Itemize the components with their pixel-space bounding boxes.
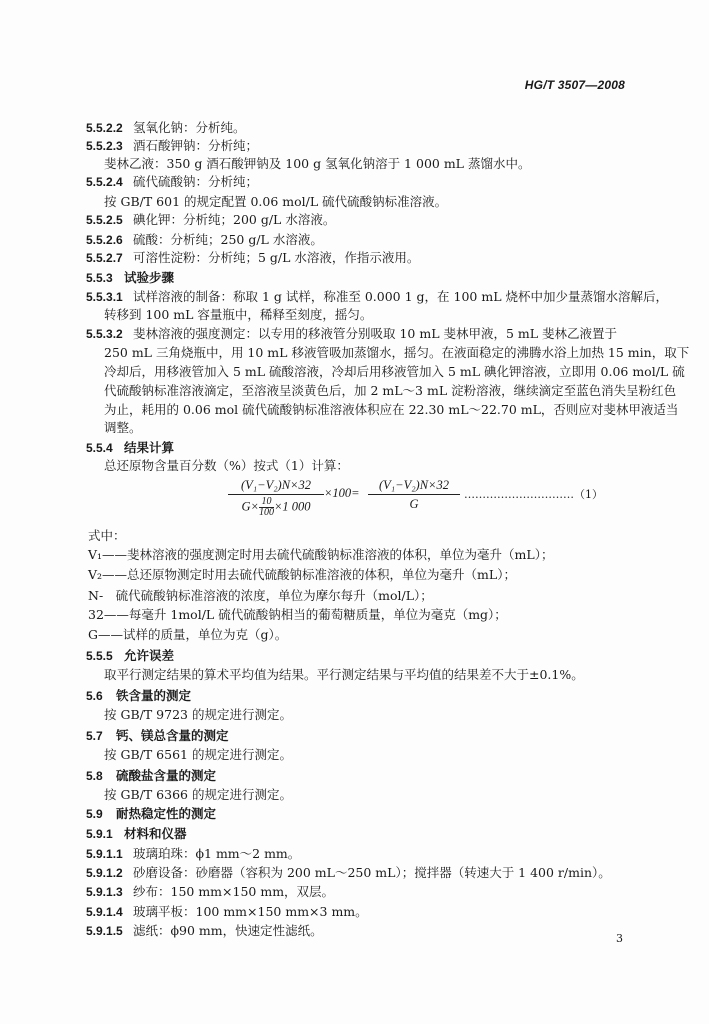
formula-denominator-right: ×1 000 <box>273 499 311 514</box>
text-line <box>86 232 323 248</box>
text-line <box>86 846 300 862</box>
clause-number: 5.5.5 <box>86 649 113 663</box>
formula-numerator-2: (V₁−V₂)N×32 <box>368 478 460 495</box>
text-line <box>104 194 447 210</box>
clause-number: 5.5.3.1 <box>86 290 123 304</box>
text-line <box>104 307 372 323</box>
text-line <box>86 250 419 266</box>
text-line <box>104 402 678 418</box>
clause-number: 5.5.2.2 <box>86 121 123 135</box>
text-line <box>104 707 292 723</box>
equation-number: …………………………（1） <box>464 488 603 501</box>
formula-fraction-2 <box>368 478 460 512</box>
text-line <box>104 364 685 380</box>
text-line <box>86 826 187 842</box>
line-text: 硫酸盐含量的测定 <box>116 768 217 783</box>
clause-number: 5.9 <box>86 807 103 821</box>
clause-number: 5.7 <box>86 729 103 743</box>
line-text: 试验步骤 <box>124 270 175 285</box>
line-text: 滤纸：ϕ90 mm，快速定性滤纸。 <box>133 923 323 938</box>
where-line: V₂——总还原物测定时用去硫代硫酸钠标准溶液的体积，单位为毫升（mL）； <box>88 567 516 582</box>
text-line <box>86 174 258 190</box>
clause-number: 5.5.2.4 <box>86 175 123 189</box>
text-line <box>104 345 689 361</box>
line-text: 耐热稳定性的测定 <box>116 806 217 821</box>
formula-denominator-1 <box>228 495 324 518</box>
text-line <box>104 383 676 399</box>
clause-number: 5.9.1.4 <box>86 905 123 919</box>
clause-number: 5.9.1.1 <box>86 847 123 861</box>
line-text: 硫酸：分析纯；250 g/L 水溶液。 <box>133 232 323 247</box>
formula-fraction-1 <box>228 478 324 518</box>
line-text: 转移到 100 mL 容量瓶中，稀释至刻度，摇匀。 <box>104 307 373 322</box>
clause-number: 5.9.1.3 <box>86 885 123 899</box>
where-line: V₁——斐林溶液的强度测定时用去硫代硫酸钠标准溶液的体积，单位为毫升（mL）； <box>88 547 554 562</box>
text-line <box>86 865 611 881</box>
line-text: 铁含量的测定 <box>116 688 192 703</box>
line-text: 总还原物含量百分数（%）按式（1）计算： <box>104 458 349 473</box>
line-text: 按 GB/T 9723 的规定进行测定。 <box>104 707 292 722</box>
where-line: N- 硫代硫酸钠标准溶液的浓度，单位为摩尔每升（mol/L）； <box>88 588 433 603</box>
formula-denominator-left: G× <box>241 499 259 514</box>
text-line <box>86 120 246 136</box>
clause-number: 5.8 <box>86 769 103 783</box>
line-text: 允许误差 <box>124 648 175 663</box>
where-line: 式中： <box>88 528 126 543</box>
clause-number: 5.5.2.3 <box>86 139 123 153</box>
line-text: 取平行测定结果的算术平均值为结果。平行测定结果与平均值的结果差不大于±0.1%。 <box>104 667 584 682</box>
text-line <box>104 787 292 803</box>
clause-number: 5.6 <box>86 689 103 703</box>
clause-number: 5.5.2.6 <box>86 233 123 247</box>
line-text: 氢氧化钠：分析纯。 <box>133 120 246 135</box>
formula-denominator-2: G <box>409 497 419 511</box>
clause-number: 5.5.2.5 <box>86 213 123 227</box>
text-line <box>86 806 216 822</box>
line-text: 可溶性淀粉：分析纯；5 g/L 水溶液，作指示液用。 <box>133 250 420 265</box>
text-line <box>86 688 191 704</box>
text-line <box>86 768 216 784</box>
page-number: 3 <box>616 932 623 945</box>
clause-number: 5.9.1.5 <box>86 924 123 938</box>
text-line <box>104 420 142 436</box>
text-line <box>104 747 292 763</box>
line-text: 调整。 <box>104 420 142 435</box>
text-line <box>86 728 229 744</box>
line-text: 250 mL 三角烧瓶中，用 10 mL 移液管吸加蒸馏水，摇匀。在液面稳定的沸腾水浴上加热 15 min，取下 <box>104 345 690 360</box>
clause-number: 5.5.4 <box>86 441 113 455</box>
line-text: 按 GB/T 601 的规定配置 0.06 mol/L 硫代硫酸钠标准溶液。 <box>104 194 448 209</box>
line-text: 代硫酸钠标准溶液滴定，至溶液呈淡黄色后，加 2 mL～3 mL 淀粉溶液，继续滴定至蓝色消失呈粉红色 <box>104 383 677 398</box>
where-line: 32——每毫升 1mol/L 硫代硫酸钠相当的葡萄糖质量，单位为毫克（mg）； <box>88 607 507 622</box>
formula-1 <box>228 478 628 522</box>
line-text: 试样溶液的制备：称取 1 g 试样，称准至 0.000 1 g，在 100 mL 烧杯中加少量蒸馏水溶解后， <box>133 289 668 304</box>
text-line <box>86 440 174 456</box>
line-text: 结果计算 <box>124 440 175 455</box>
text-line <box>86 884 334 900</box>
line-text: 冷却后，用移液管加入 5 mL 硫酸溶液，冷却后用移液管加入 5 mL 碘化钾溶液，立即用 0.06 mol/L 硫 <box>104 364 685 379</box>
line-text: 砂磨设备：砂磨器（容积为 200 mL～250 mL）；搅拌器（转速大于 1 400 r/min）。 <box>133 865 611 880</box>
formula-mid: ×100= <box>324 486 360 500</box>
line-text: 酒石酸钾钠：分析纯； <box>133 138 259 153</box>
line-text: 为止，耗用的 0.06 mol 硫代硫酸钠标准溶液体积应在 22.30 mL～22.70 mL，否则应对斐林甲液适当 <box>104 402 679 417</box>
clause-number: 5.5.3 <box>86 271 113 285</box>
line-text: 斐林溶液的强度测定：以专用的移液管分别吸取 10 mL 斐林甲液，5 mL 斐林乙液置于 <box>133 326 618 341</box>
small-frac-bottom: 100 <box>258 507 274 518</box>
text-line <box>86 270 174 286</box>
clause-number: 5.9.1 <box>86 827 113 841</box>
standard-header: HG/T 3507—2008 <box>524 78 625 92</box>
text-line <box>104 458 349 474</box>
formula-numerator-1: (V₁−V₂)N×32 <box>228 478 324 495</box>
line-text: 钙、镁总含量的测定 <box>116 728 229 743</box>
line-text: 斐林乙液：350 g 酒石酸钾钠及 100 g 氢氧化钠溶于 1 000 mL 蒸馏水中。 <box>104 156 531 171</box>
text-line <box>86 326 617 342</box>
line-text: 玻璃珀珠：ϕ1 mm～2 mm。 <box>133 846 301 861</box>
line-text: 材料和仪器 <box>124 826 187 841</box>
line-text: 碘化钾：分析纯；200 g/L 水溶液。 <box>133 212 336 227</box>
small-frac-top: 10 <box>259 497 274 508</box>
line-text: 按 GB/T 6366 的规定进行测定。 <box>104 787 292 802</box>
text-line <box>104 667 584 683</box>
where-line: G——试样的质量，单位为克（g）。 <box>88 627 288 642</box>
line-text: 按 GB/T 6561 的规定进行测定。 <box>104 747 292 762</box>
text-line <box>86 923 323 939</box>
text-line <box>104 156 530 172</box>
text-line <box>86 904 368 920</box>
clause-number: 5.5.3.2 <box>86 327 123 341</box>
line-text: 硫代硫酸钠：分析纯； <box>133 174 259 189</box>
text-line <box>86 648 174 664</box>
formula-small-fraction <box>259 497 274 518</box>
clause-number: 5.9.1.2 <box>86 866 123 880</box>
text-line <box>86 289 668 305</box>
clause-number: 5.5.2.7 <box>86 251 123 265</box>
text-line <box>86 138 258 154</box>
text-line <box>86 212 335 228</box>
line-text: 玻璃平板：100 mm×150 mm×3 mm。 <box>133 904 368 919</box>
line-text: 纱布：150 mm×150 mm，双层。 <box>133 884 335 899</box>
